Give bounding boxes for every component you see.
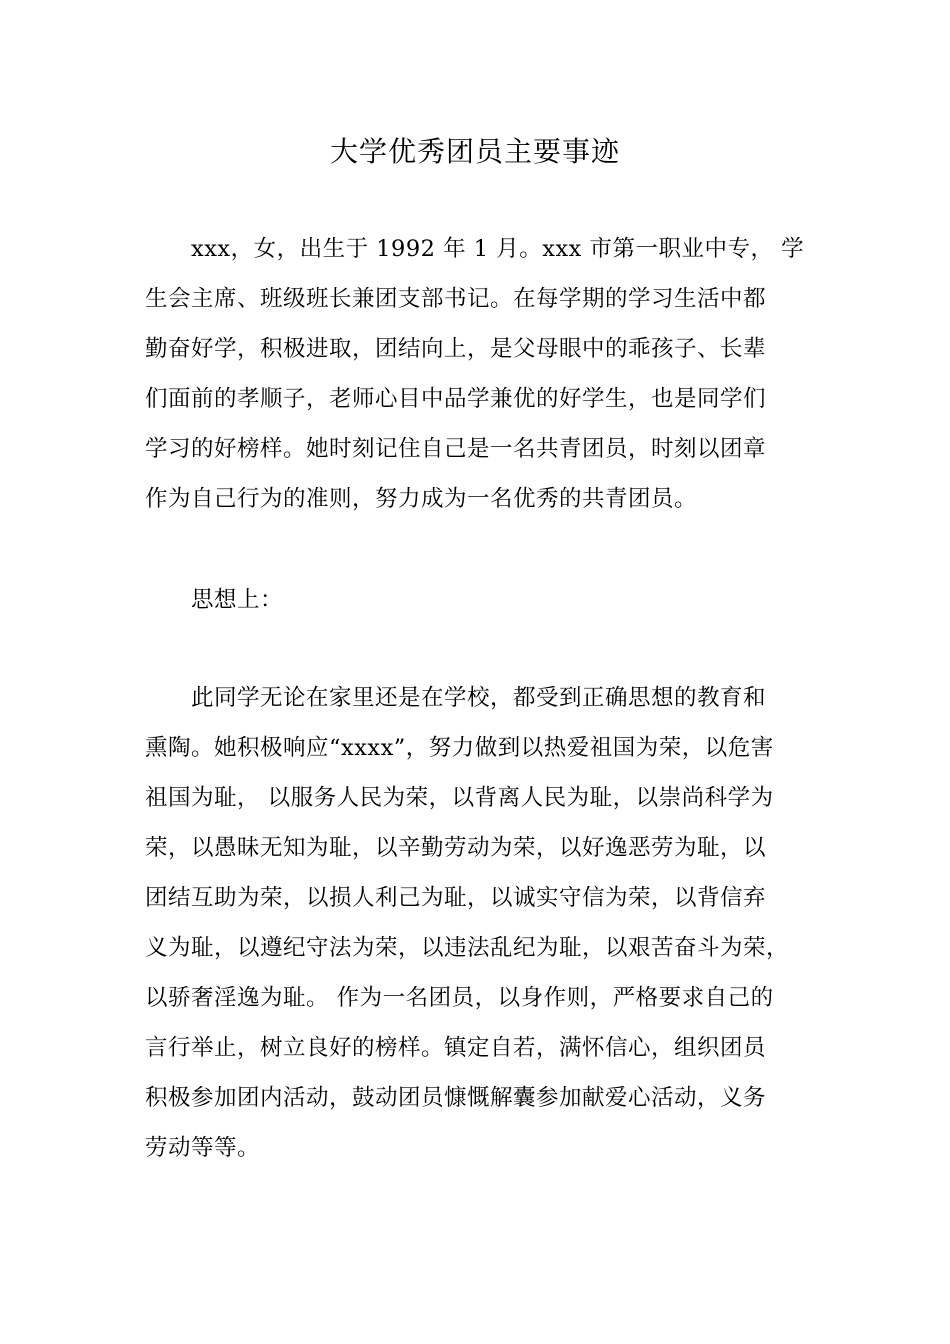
text-line: 言行举止，树立良好的榜样。镇定自若，满怀信心，组织团员	[145, 1035, 767, 1061]
text-line: 义为耻，以遵纪守法为荣，以违法乱纪为耻，以艰苦奋斗为荣，	[145, 935, 790, 961]
text-line: 以骄奢淫逸为耻。 作为一名团员，以身作则，严格要求自己的	[145, 985, 774, 1011]
text-line: 作为自己行为的准则，努力成为一名优秀的共青团员。	[145, 486, 698, 512]
text-line: 团结互助为荣，以损人利己为耻，以诚实守信为荣，以背信弃	[145, 885, 767, 911]
text-line: 此同学无论在家里还是在学校，都受到正确思想的教育和	[191, 685, 767, 711]
section-heading-thought	[145, 575, 820, 625]
document-title: 大学优秀团员主要事迹	[329, 135, 620, 168]
text-line: 学习的好榜样。她时刻记住自己是一名共青团员，时刻以团章	[145, 436, 767, 462]
text-line: 们面前的孝顺子，老师心目中品学兼优的好学生，也是同学们	[145, 386, 767, 412]
text-line: xxx，女，出生于 1992 年 1 月。xxx 市第一职业中专， 学	[191, 236, 805, 262]
text-line: 积极参加团内活动，鼓动团员慷慨解囊参加献爱心活动，义务	[145, 1085, 767, 1111]
section-heading-text: 思想上：	[191, 587, 284, 613]
text-line: 祖国为耻， 以服务人民为荣，以背离人民为耻，以崇尚科学为	[145, 785, 774, 811]
text-line: 熏陶。她积极响应“xxxx”，努力做到以热爱祖国为荣，以危害	[145, 735, 774, 761]
text-line: 劳动等等。	[145, 1135, 261, 1161]
text-line: 荣，以愚昧无知为耻，以辛勤劳动为荣，以好逸恶劳为耻，以	[145, 835, 767, 861]
paragraph-intro	[145, 224, 820, 524]
text-line: 勤奋好学，积极进取，团结向上，是父母眼中的乖孩子、长辈	[145, 336, 767, 362]
paragraph-thought	[145, 673, 820, 1173]
text-line: 生会主席、班级班长兼团支部书记。在每学期的学习生活中都	[145, 286, 767, 312]
